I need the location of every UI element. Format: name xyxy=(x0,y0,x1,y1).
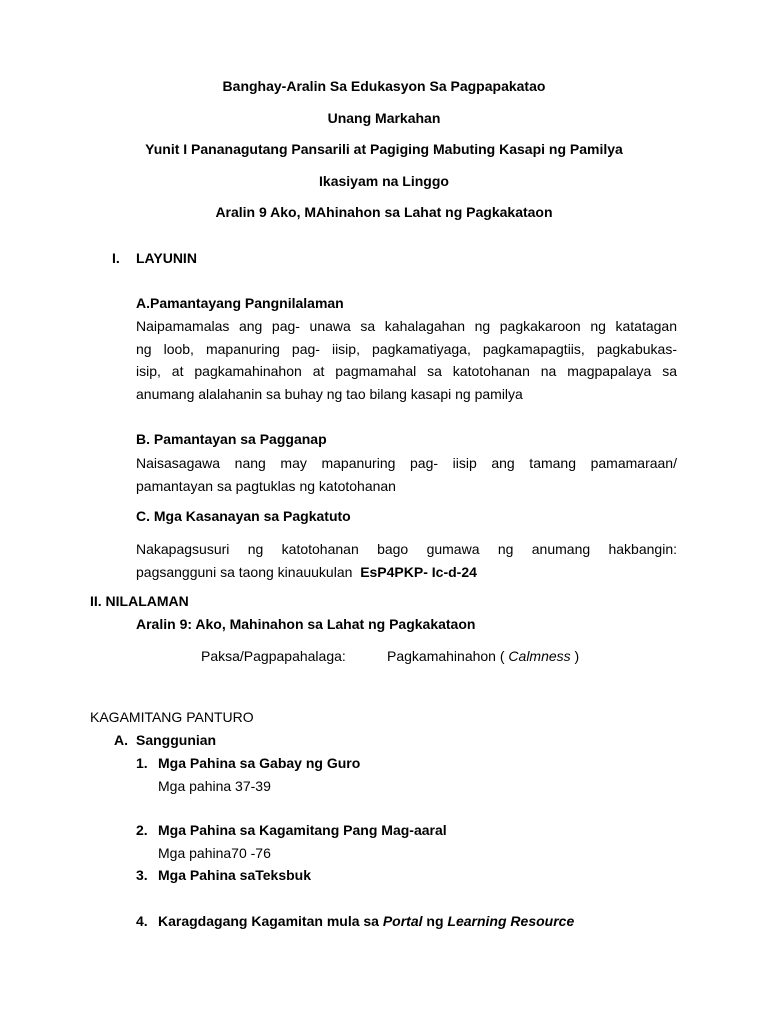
week-title: Ikasiyam na Linggo xyxy=(319,173,449,189)
item-title-text: ng xyxy=(422,913,448,929)
item-title-text: Karagdagang Kagamitan mula sa xyxy=(158,913,383,929)
section1-numeral: I. xyxy=(112,250,120,266)
item-number: 4. xyxy=(136,913,148,929)
quarter-title: Unang Markahan xyxy=(327,110,441,126)
competency-code: EsP4PKP- Ic-d-24 xyxy=(360,563,477,580)
section1a-paragraph xyxy=(136,315,677,405)
paragraph-line: anumang alalahanin sa buhay ng tao bilang kasapi ng pamilya xyxy=(136,385,523,402)
item-title: Mga Pahina sa Gabay ng Guro xyxy=(158,755,361,771)
item-title xyxy=(158,913,574,929)
topic-value-end: ) xyxy=(570,648,580,664)
paragraph-line xyxy=(136,561,677,584)
section2-lesson: Aralin 9: Ako, Mahinahon sa Lahat ng Pagkakataon xyxy=(136,616,476,632)
paragraph-line: Nakapagsusuri ng katotohanan bago gumawa ng anumang hakbangin: xyxy=(136,541,677,557)
section1b-paragraph xyxy=(136,452,677,497)
document-title: Banghay-Aralin Sa Edukasyon Sa Pagpapakatao xyxy=(222,78,546,94)
paragraph-text: pagsangguni sa taong kinauukulan xyxy=(136,563,353,580)
section2-heading: II. NILALAMAN xyxy=(90,593,189,609)
learning-resource-term: Learning Resource xyxy=(447,913,575,929)
portal-term: Portal xyxy=(382,913,423,929)
item-title: Mga Pahina saTeksbuk xyxy=(158,867,312,883)
item-title: Mga Pahina sa Kagamitang Pang Mag-aaral xyxy=(158,822,447,838)
section1a-heading: A.Pamantayang Pangnilalaman xyxy=(136,295,344,311)
section1b-heading: B. Pamantayan sa Pagganap xyxy=(136,431,327,447)
unit-title: Yunit I Pananagutang Pansarili at Pagiging Mabuting Kasapi ng Pamilya xyxy=(145,141,623,157)
topic-value xyxy=(387,648,579,664)
paragraph-line: ng loob, mapanuring pag- iisip, pagkamatiyaga, pagkamapagtiis, pagkabukas- xyxy=(136,340,677,357)
item-detail: Mga pahina70 -76 xyxy=(158,845,271,861)
topic-value-text: Pagkamahinahon ( xyxy=(387,648,509,664)
item-number: 2. xyxy=(136,822,148,838)
paragraph-line: Naipamamalas ang pag- unawa sa kahalagahan ng pagkakaroon ng katatagan xyxy=(136,318,677,334)
item-detail: Mga pahina 37-39 xyxy=(158,778,271,794)
section1-heading: LAYUNIN xyxy=(136,250,197,266)
paragraph-line: isip, at pagkamahinahon at pagmamahal sa katotohanan na magpapalaya sa xyxy=(136,363,677,379)
materials-heading: KAGAMITANG PANTURO xyxy=(90,709,254,725)
materials-a-heading: Sanggunian xyxy=(136,732,217,748)
section1c-heading: C. Mga Kasanayan sa Pagkatuto xyxy=(136,508,351,524)
paragraph-line: pamantayan sa pagtuklas ng katotohanan xyxy=(136,477,396,494)
paragraph-line: Naisasagawa nang may mapanuring pag- iisip ang tamang pamamaraan/ xyxy=(136,455,677,471)
topic-value-english: Calmness xyxy=(508,648,571,664)
topic-label: Paksa/Pagpapahalaga: xyxy=(201,648,346,664)
section1c-paragraph xyxy=(136,538,677,583)
materials-a-label: A. xyxy=(114,732,128,748)
lesson-title: Aralin 9 Ako, MAhinahon sa Lahat ng Pagkakataon xyxy=(215,204,553,220)
item-number: 3. xyxy=(136,867,148,883)
item-number: 1. xyxy=(136,755,148,771)
